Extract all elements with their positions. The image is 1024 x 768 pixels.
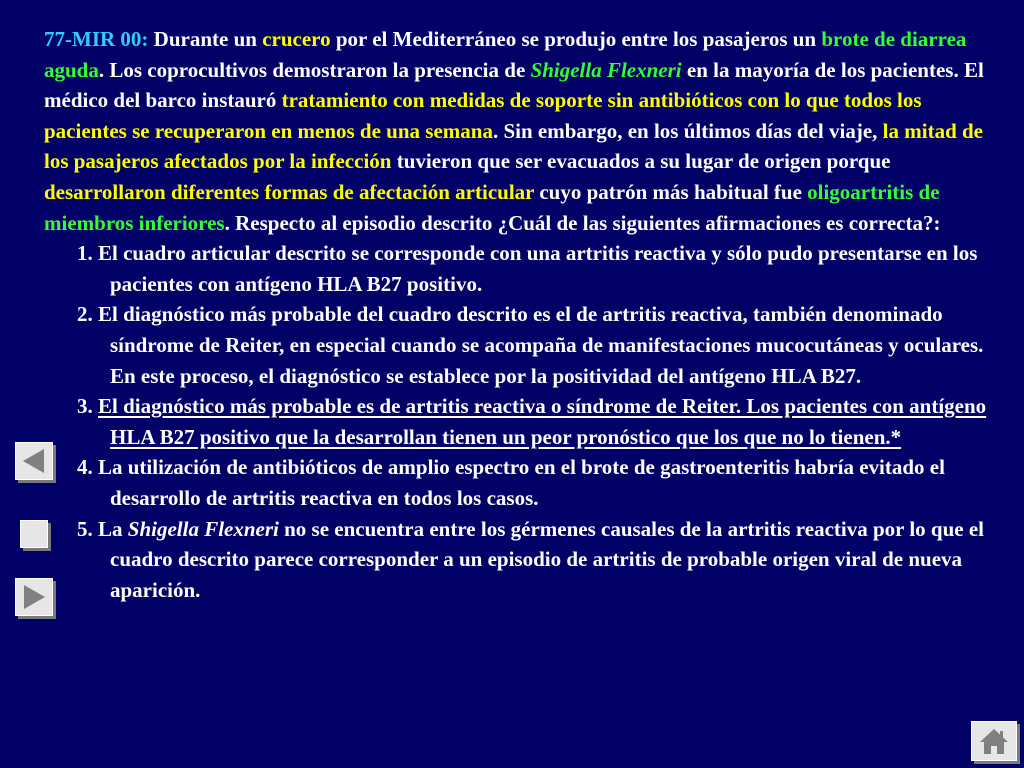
slide-content: [44, 24, 1000, 605]
stem-segment: crucero: [262, 27, 331, 51]
option-number: 1.: [77, 241, 93, 266]
stem-segment: cuyo patrón más habitual fue: [534, 179, 808, 204]
option-text: La: [92, 516, 128, 541]
answer-option-2[interactable]: [77, 299, 1000, 391]
option-text: El diagnóstico más probable del cuadro descrito es el de artritis reactiva, también denominado síndrome de Reiter, en especial cuando se acompaña de manifestaciones mucocutáneas y oculares. En este proceso, el diagnóstico se establece por la positividad del antígeno HLA B27.: [92, 302, 984, 388]
next-slide-button[interactable]: [15, 578, 53, 616]
stem-segment: oligoartritis de miembros inferiores: [44, 179, 940, 235]
triangle-left-icon: [16, 443, 52, 479]
question-id: 77-MIR 00:: [44, 27, 149, 51]
option-number: 3.: [77, 394, 98, 419]
option-text: La utilización de antibióticos de amplio espectro en el brote de gastroenteritis habría evitado el desarrollo de artritis reactiva en todos los casos.: [92, 455, 945, 510]
option-number: 5.: [77, 516, 93, 541]
triangle-right-icon: [16, 579, 52, 615]
stem-segment: por el Mediterráneo se produjo entre los pasajeros un: [330, 27, 822, 51]
stem-segment: tuvieron que ser evacuados a su lugar de origen porque: [391, 149, 891, 174]
option-text: El cuadro articular descrito se corresponde con una artritis reactiva y sólo pudo presentarse en los pacientes con antígeno HLA B27 positivo.: [92, 241, 978, 296]
stem-segment: Shigella Flexneri: [530, 57, 682, 82]
square-icon: [21, 521, 47, 547]
answer-option-4[interactable]: [77, 452, 1000, 513]
stem-segment: . Los coprocultivos demostraron la presencia de: [98, 57, 531, 82]
stem-segment: . Respecto al episodio descrito ¿Cuál de las siguientes afirmaciones es correcta?:: [224, 210, 941, 235]
house-icon: [972, 722, 1016, 760]
stem-segment: en la mayoría de los pacientes. El médico del barco instauró: [44, 57, 984, 113]
stem-segment: tratamiento con medidas de soporte sin antibióticos con lo que todos los pacientes se recuperaron en menos de una semana: [44, 88, 922, 143]
answer-option-3[interactable]: [77, 391, 1000, 452]
option-number: 2.: [77, 302, 93, 327]
options-list: [44, 238, 1000, 605]
question-stem: [44, 24, 1000, 238]
option-text: no se encuentra entre los gérmenes causales de la artritis reactiva por lo que el cuadro descrito parece corresponder a un episodio de artritis de probable origen viral de nueva aparición.: [110, 516, 985, 602]
answer-option-1[interactable]: [77, 238, 1000, 299]
answer-option-5[interactable]: [77, 514, 1000, 606]
option-text: Shigella Flexneri: [127, 516, 279, 541]
stem-segment: . Sin embargo, en los últimos días del viaje,: [492, 118, 883, 143]
stem-segment: Durante un: [153, 27, 263, 51]
option-text: El diagnóstico más probable es de artritis reactiva o síndrome de Reiter. Los pacientes con antígeno HLA B27 positivo que la desarrollan tienen un peor pronóstico que los que no lo tienen.*: [98, 394, 987, 449]
home-button[interactable]: [971, 721, 1017, 761]
option-number: 4.: [77, 455, 93, 480]
stem-segment: la mitad de los pasajeros afectados por la infección: [44, 118, 984, 174]
stem-segment: brote de diarrea aguda: [44, 27, 967, 82]
stop-button[interactable]: [20, 520, 48, 548]
previous-slide-button[interactable]: [15, 442, 53, 480]
stem-segment: desarrollaron diferentes formas de afectación articular: [44, 179, 535, 204]
